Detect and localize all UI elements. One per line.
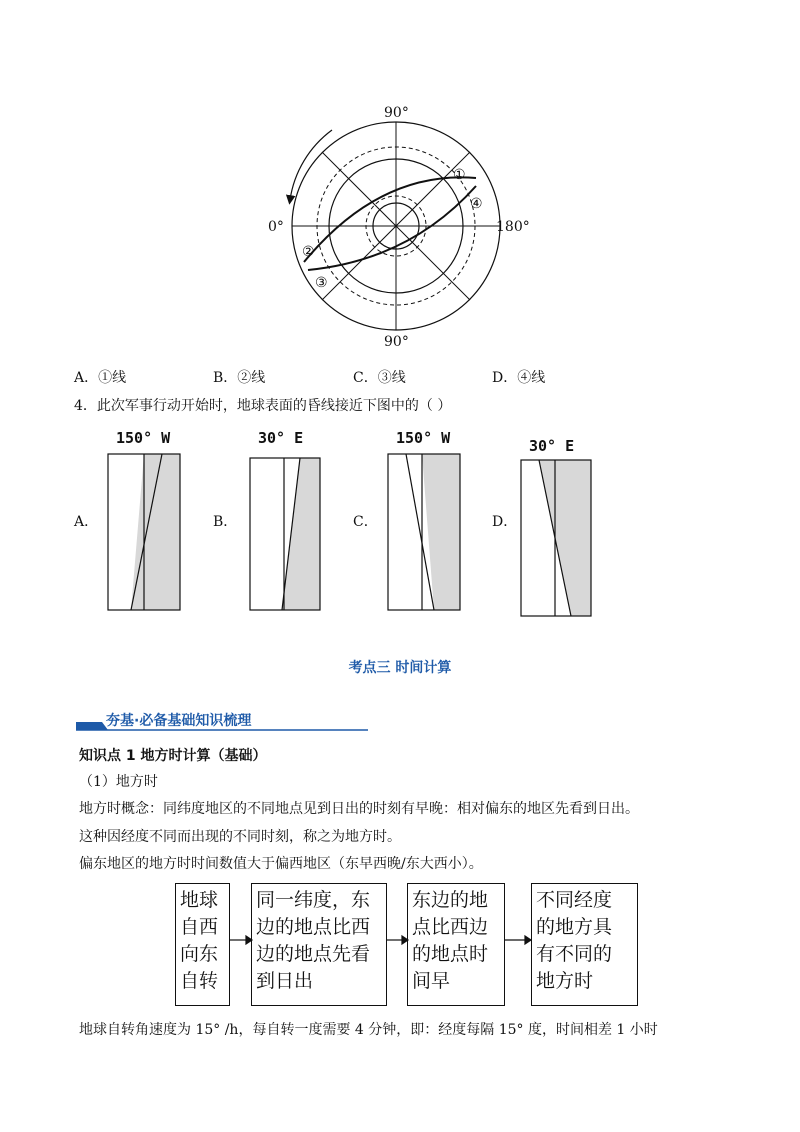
night-area	[282, 458, 320, 610]
q4-option-b-diagram[interactable]	[246, 426, 326, 614]
label-top-90: 90°	[384, 105, 409, 121]
marker-1: ①	[453, 167, 466, 183]
label-right-180: 180°	[496, 219, 530, 235]
paragraph-1: 地方时概念：同纬度地区的不同地点见到日出的时刻有早晚：相对偏东的地区先看到日出。	[79, 801, 639, 817]
option-text: ③线	[377, 370, 406, 386]
q4-question	[74, 397, 451, 415]
q4-option-a-diagram[interactable]	[104, 426, 184, 614]
option-letter: D．	[492, 370, 518, 386]
meridian-lines	[292, 122, 500, 330]
label-bottom-90: 90°	[384, 334, 409, 350]
bottom-text: 地球自转角速度为 15° /h，每自转一度需要 4 分钟，即：经度每隔 15° 度，时间相差 1 小时	[79, 1022, 658, 1038]
q4-option-a-letter[interactable]: A．	[74, 514, 99, 530]
banner-text: 夯基·必备基础知识梳理	[106, 713, 252, 729]
q3-option-b[interactable]	[213, 369, 265, 387]
option-letter: B．	[213, 370, 238, 386]
night-area	[422, 454, 460, 610]
terminator-lines	[304, 177, 476, 270]
paragraph-2: 这种因经度不同而出现的不同时刻，称之为地方时。	[79, 829, 401, 845]
q4-option-b-letter[interactable]: B．	[213, 514, 238, 530]
q3-option-d[interactable]	[492, 369, 545, 387]
flow-box-2: 同一纬度，东 边的地点比西 边的地点先看 到日出	[251, 883, 387, 1006]
section-title: 考点三 时间计算	[348, 660, 452, 676]
meridian-label: 30° E	[258, 429, 304, 447]
marker-3: ③	[315, 275, 328, 291]
option-letter: A．	[74, 370, 99, 386]
option-letter: C．	[353, 370, 378, 386]
night-area	[539, 460, 591, 616]
meridian-label: 150° W	[396, 429, 451, 447]
q4-text: 此次军事行动开始时，地球表面的昏线接近下图中的（ ）	[96, 398, 452, 414]
flow-box-3: 东边的地 点比西边 的地点时 间早	[407, 883, 505, 1006]
q3-option-a[interactable]	[74, 369, 126, 387]
section-banner	[72, 708, 368, 732]
label-left-0: 0°	[268, 219, 284, 235]
sub-heading: （1）地方时	[79, 774, 158, 790]
option-text: ②线	[237, 370, 266, 386]
marker-2: ②	[302, 244, 315, 260]
meridian-label: 150° W	[116, 429, 171, 447]
flow-box-1: 地球 自西 向东 自转	[175, 883, 230, 1006]
q4-option-d-letter[interactable]: D．	[492, 514, 518, 530]
option-text: ④线	[517, 370, 546, 386]
night-area	[131, 454, 180, 610]
q4-option-d-diagram[interactable]	[517, 426, 597, 620]
rotation-arrow	[290, 130, 332, 200]
polar-diagram	[260, 100, 530, 350]
q4-option-c-letter[interactable]: C．	[353, 514, 378, 530]
meridian-label: 30° E	[529, 437, 575, 455]
q4-number: 4．	[74, 398, 97, 414]
q3-option-c[interactable]	[353, 369, 406, 387]
flow-box-4: 不同经度 的地方具 有不同的 地方时	[531, 883, 638, 1006]
marker-4: ④	[470, 196, 483, 212]
flow-arrows	[0, 930, 800, 950]
knowledge-point-title: 知识点 1 地方时计算（基础）	[79, 748, 267, 764]
q4-option-c-diagram[interactable]	[384, 426, 464, 614]
option-text: ①线	[98, 370, 127, 386]
paragraph-3: 偏东地区的地方时时间数值大于偏西地区（东早西晚/东大西小）。	[79, 856, 483, 872]
